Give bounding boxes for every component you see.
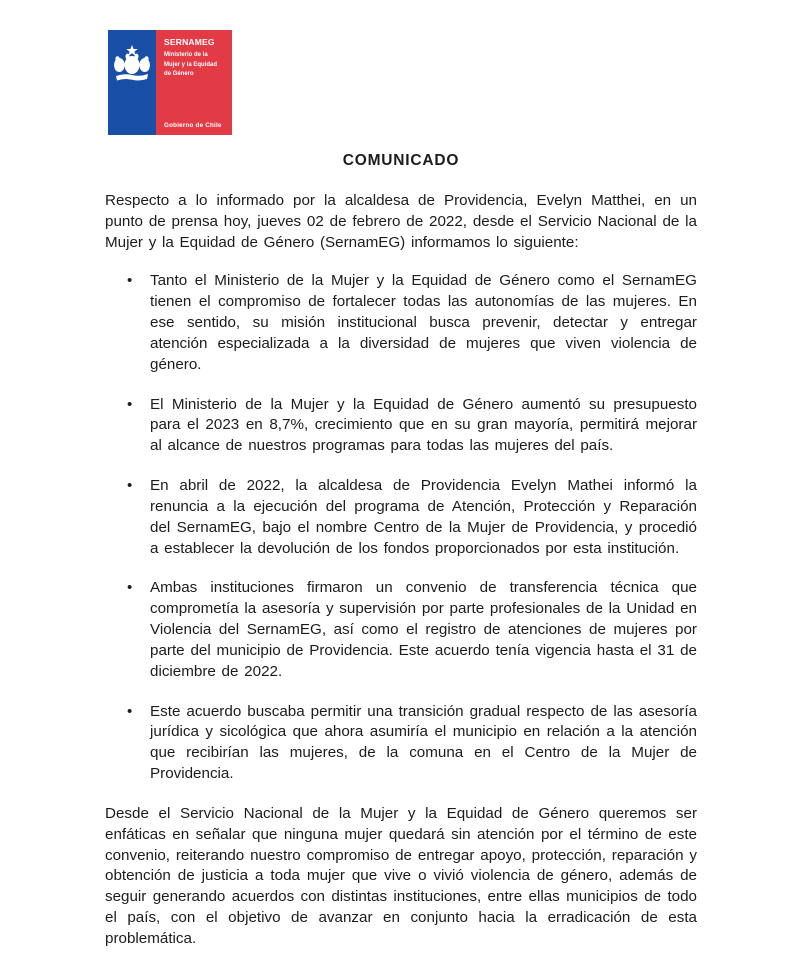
page-title: COMUNICADO <box>342 152 460 169</box>
logo-footer: Gobierno de Chile <box>164 122 222 129</box>
bullet-item-4: • Ambas instituciones firmaron un convenio de transferencia técnica que comprometía la asesoría y supervisión por parte profesionales de la Unidad en Violencia del SernamEG, así como el registro de atenciones de mujeres por parte del municipio de Providencia. Este acuerdo tenía vigencia hasta el 31 de diciembre de 2022. <box>150 578 697 682</box>
logo-blue-panel <box>108 30 156 135</box>
logo-red-panel <box>156 30 232 135</box>
logo-ministry-name <box>164 51 227 79</box>
bullet-item-3: • En abril de 2022, la alcaldesa de Providencia Evelyn Mathei informó la renuncia a la ejecución del programa de Atención, Protección y Reparación del SernamEG, bajo el nombre Centro de la Mujer de Providencia, y procedió a establecer la devolución de los fondos proporcionados por esta institución. <box>150 476 697 559</box>
document-content <box>105 152 697 953</box>
intro-paragraph: Respecto a lo informado por la alcaldesa de Providencia, Evelyn Matthei, en un punto de prensa hoy, jueves 02 de febrero de 2022, desde el Servicio Nacional de la Mujer y la Equidad de Género (SernamEG) informamos lo siguiente: <box>105 192 697 251</box>
bullet-item-1: • Tanto el Ministerio de la Mujer y la Equidad de Género como el SernamEG tienen el compromiso de fortalecer todas las autonomías de las mujeres. En ese sentido, su misión institucional busca prevenir, detectar y entregar atención especializada a la diversidad de mujeres que viven violencia de género. <box>150 271 697 375</box>
ministry-line-3: de Género <box>164 70 194 77</box>
ministry-line-1: Ministerio de la <box>164 52 208 59</box>
bullet-item-5: • Este acuerdo buscaba permitir una transición gradual respecto de las asesoría jurídica y sicológica que ahora asumiría el municipio en relación a la atención que recibirían las mujeres, de la comuna en el Centro de la Mujer de Providencia. <box>150 702 697 785</box>
bullet-list <box>105 269 697 784</box>
bullet-item-2: • El Ministerio de la Mujer y la Equidad de Género aumentó su presupuesto para el 2023 en 8,7%, crecimiento que en su gran mayoría, permitirá mejorar al alcance de nuestros programas para todas las mujeres del país. <box>150 395 697 457</box>
ministry-line-2: Mujer y la Equidad <box>164 61 218 68</box>
sernameg-logo <box>108 30 232 135</box>
logo-brand: SERNAMEG <box>164 37 215 47</box>
closing-paragraph: Desde el Servicio Nacional de la Mujer y la Equidad de Género queremos ser enfáticas en señalar que ninguna mujer quedará sin atención por el término de este convenio, reiterando nuestro compromiso de entregar apoyo, protección, reparación y obtención de justicia a toda mujer que vive o vivió violencia de género, además de seguir generando acuerdos con distintas instituciones, entre ellas municipios de todo el país, con el objetivo de avanzar en conjunto hacia la erradicación de esta problemática. <box>105 804 697 947</box>
